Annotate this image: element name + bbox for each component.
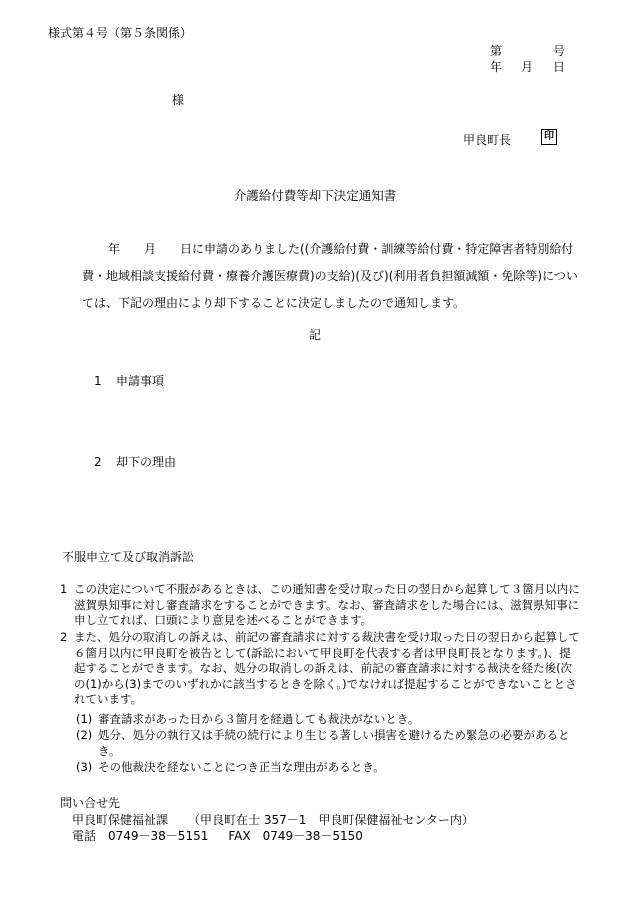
item-label: 申請事項 — [116, 374, 165, 388]
exception-text: 審査請求があった日から３箇月を経過しても裁決がないとき。 — [98, 712, 420, 726]
appeal-paragraph-1 — [60, 582, 580, 629]
recipient-suffix: 様 — [172, 93, 185, 107]
inquiry-fax: FAX 0749－38－5150 — [228, 829, 363, 843]
item-number: 2 — [94, 455, 102, 469]
item-application — [94, 372, 164, 389]
exception-text: 処分、処分の執行又は手続の続行により生じる著しい損害を避けるため緊急の必要があるとき。 — [98, 728, 570, 758]
inquiry-department: 甲良町保健福祉課 — [72, 813, 169, 827]
paragraph-number: 2 — [60, 630, 68, 644]
form-number: 様式第４号（第５条関係） — [48, 26, 193, 40]
notice-body: 年 月 日に申請のありました((介護給付費・訓練等給付費・特定障害者特別給付費・地域相談支援給付費・療養介護医療費)の支給)(及び)(利用者負担額減額・免除等)については、下記の理由により却下することに決定しましたので通知します。 — [82, 242, 578, 310]
appeal-heading: 不服申立て及び取消訴訟 — [62, 550, 195, 564]
issuer-name: 甲良町長 — [463, 133, 512, 147]
exception-number: (3) — [76, 760, 93, 774]
exception-number: (2) — [76, 728, 93, 742]
date-year: 年 — [490, 60, 503, 74]
inquiry-department-line — [72, 811, 474, 828]
appeal-exception-1 — [76, 712, 576, 728]
appeal-exception-2 — [76, 728, 576, 759]
exception-text: その他裁決を経ないことにつき正当な理由があるとき。 — [98, 760, 385, 774]
paragraph-text: この決定について不服があるときは、この通知書を受け取った日の翌日から起算して３箇月以内に滋賀県知事に対し審査請求をすることができます。なお、審査請求をした場合には、滋賀県知事に申し立てれば、口頭により意見を述べることができます。 — [74, 582, 580, 627]
inquiry-address: （甲良町在士 357－1 甲良町保健福祉センター内） — [188, 813, 474, 827]
inquiry-contact-line — [72, 827, 363, 844]
number-dai: 第 — [490, 44, 503, 58]
document-title: 介護給付費等却下決定通知書 — [233, 188, 397, 203]
ki-marker: 記 — [308, 328, 321, 342]
date-day: 日 — [553, 60, 566, 74]
seal-icon: 印 — [541, 129, 557, 145]
appeal-exception-3 — [76, 760, 576, 776]
number-go: 号 — [553, 44, 566, 58]
paragraph-number: 1 — [60, 582, 68, 596]
paragraph-text: また、処分の取消しの訴えは、前記の審査請求に対する裁決書を受け取った日の翌日から起算して６箇月以内に甲良町を被告として(訴訟において甲良町を代表する者は甲良町長となります。)、提起することができます。なお、処分の取消しの訴えは、前記の審査請求に対する裁決を経た後(次の(1)から(3)までのいずれかに該当するときを除く。)でなければ提起することができないこととされています。 — [74, 630, 580, 706]
item-number: 1 — [94, 374, 102, 388]
inquiry-heading: 問い合せ先 — [60, 796, 121, 810]
date-month: 月 — [521, 60, 534, 74]
appeal-paragraph-2 — [60, 630, 580, 708]
item-label: 却下の理由 — [116, 455, 177, 469]
item-reason — [94, 453, 176, 470]
exception-number: (1) — [76, 712, 93, 726]
inquiry-tel: 電話 0749－38－5151 — [72, 829, 209, 843]
